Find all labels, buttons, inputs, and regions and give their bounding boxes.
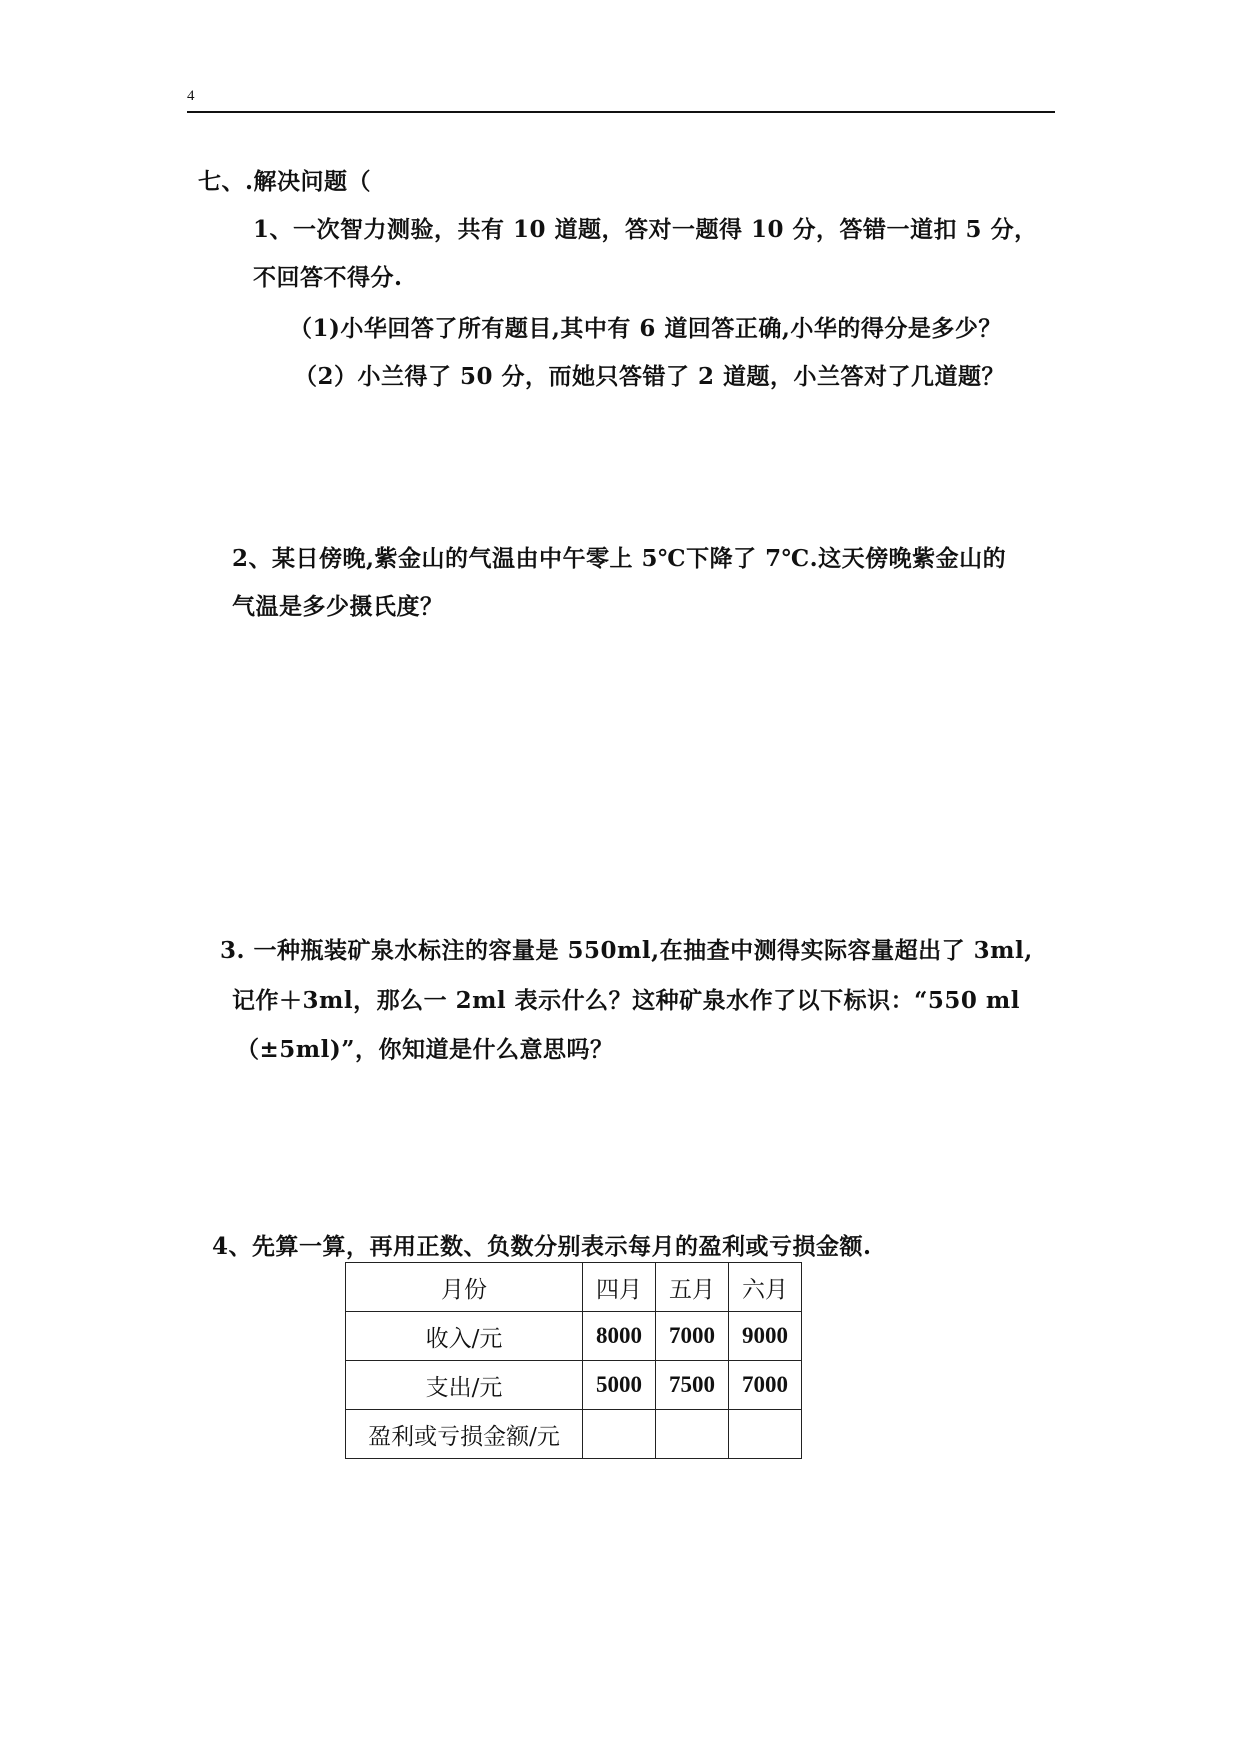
header-cell-may: 五月 (656, 1263, 729, 1312)
cell-income-may: 7000 (656, 1312, 729, 1361)
header-cell-month: 月份 (346, 1263, 583, 1312)
cell-profit-june[interactable] (729, 1410, 802, 1459)
row-label-profit: 盈利或亏损金额/元 (346, 1410, 583, 1459)
q1-sub1: （1)小华回答了所有题目,其中有 6 道回答正确,小华的得分是多少？ (289, 315, 1002, 342)
q2-line2: 气温是多少摄氏度？ (232, 593, 444, 620)
q4-line1: 4、先算一算，再用正数、负数分别表示每月的盈利或亏损金额. (212, 1233, 872, 1260)
cell-profit-april[interactable] (583, 1410, 656, 1459)
cell-income-june: 9000 (729, 1312, 802, 1361)
header-cell-april: 四月 (583, 1263, 656, 1312)
cell-profit-may[interactable] (656, 1410, 729, 1459)
section-title: 七、.解决问题（ (198, 168, 372, 195)
cell-expense-april: 5000 (583, 1361, 656, 1410)
ledger-table (345, 1262, 802, 1459)
row-label-expense: 支出/元 (346, 1361, 583, 1410)
cell-expense-june: 7000 (729, 1361, 802, 1410)
page-number: 4 (187, 88, 195, 104)
q1-line1: 1、一次智力测验，共有 10 道题，答对一题得 10 分，答错一道扣 5 分， (253, 216, 1038, 243)
q3-line3: （±5ml)”，你知道是什么意思吗？ (236, 1036, 614, 1063)
table-row (346, 1361, 802, 1410)
table-row (346, 1410, 802, 1459)
cell-expense-may: 7500 (656, 1361, 729, 1410)
q2-line1: 2、某日傍晚,紫金山的气温由中午零上 5℃下降了 7℃.这天傍晚紫金山的 (232, 545, 1007, 572)
header-cell-june: 六月 (729, 1263, 802, 1312)
q1-sub2: （2）小兰得了 50 分，而她只答错了 2 道题，小兰答对了几道题？ (294, 363, 1006, 390)
cell-income-april: 8000 (583, 1312, 656, 1361)
q3-line2: 记作＋3ml，那么一 2ml 表示什么？这种矿泉水作了以下标识：“550 ml (232, 987, 1020, 1014)
q1-line2: 不回答不得分. (253, 264, 403, 291)
header-rule (187, 111, 1055, 113)
row-label-income: 收入/元 (346, 1312, 583, 1361)
table-row (346, 1312, 802, 1361)
q3-line1: 3. 一种瓶装矿泉水标注的容量是 550ml,在抽查中测得实际容量超出了 3ml, (220, 937, 1033, 964)
table-header-row (346, 1263, 802, 1312)
